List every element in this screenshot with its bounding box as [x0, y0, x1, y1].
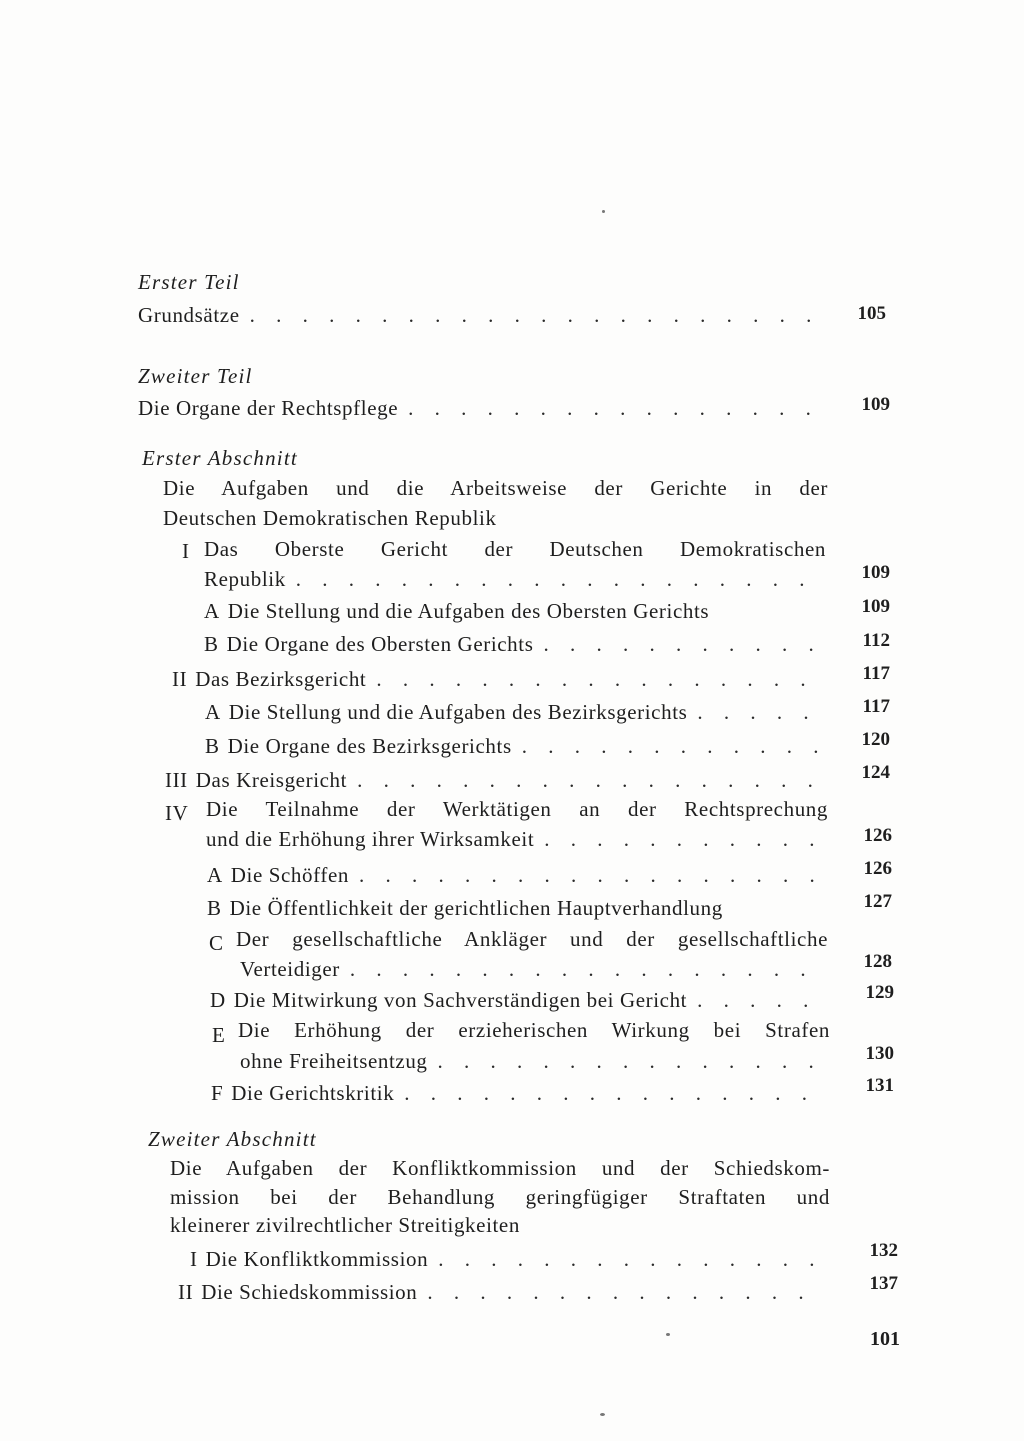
entry-label: Die Gerichtskritik — [231, 1081, 395, 1105]
leader-dots — [376, 667, 822, 692]
toc-entry — [190, 1247, 830, 1272]
entry-label: Die Teilnahme der Werktätigen an der Rechtsprechung — [206, 797, 828, 821]
toc-entry — [240, 957, 828, 982]
leader-dots — [438, 1247, 824, 1272]
entry-label: Grundsätze — [138, 303, 240, 327]
leader-dots — [697, 988, 822, 1013]
toc-entry — [172, 667, 828, 692]
leader-dots — [522, 734, 822, 759]
entry-label: Republik — [204, 567, 286, 591]
entry-label: Der gesellschaftliche Ankläger und der gesellschaftliche — [236, 927, 828, 951]
entry-label: Die Schiedskommission — [201, 1280, 418, 1304]
page-ref: 129 — [865, 982, 894, 1003]
entry-label: Die Erhöhung der erzieherischen Wirkung bei Strafen — [238, 1018, 830, 1042]
leader-dots — [357, 768, 822, 793]
roman-numeral: IV — [165, 801, 189, 825]
page-ref: 126 — [863, 825, 892, 846]
scan-speck — [666, 1333, 670, 1336]
leader-dots — [250, 303, 822, 328]
subsection-letter: B — [205, 734, 220, 758]
toc-entry — [178, 1280, 830, 1305]
entry-label: Die Organe der Rechtspflege — [138, 396, 399, 420]
page-ref: 112 — [862, 630, 890, 651]
entry-label: Die Konfliktkommission — [205, 1247, 429, 1271]
page-ref: 105 — [857, 303, 886, 324]
leader-dots — [438, 1049, 824, 1074]
toc-entry — [206, 827, 828, 852]
toc-entry — [205, 700, 828, 725]
page-ref: 109 — [861, 596, 890, 617]
entry-label: Die Organe des Obersten Gerichts — [226, 632, 534, 656]
leader-dots — [404, 1081, 824, 1106]
scan-speck — [600, 1413, 605, 1416]
page-ref: 127 — [863, 891, 892, 912]
entry-label: Die Organe des Bezirksgerichts — [227, 734, 512, 758]
entry-label: Die Stellung und die Aufgaben des Obersten Gerichts — [227, 599, 710, 623]
section-heading: Erster Abschnitt — [142, 446, 298, 470]
toc-entry — [204, 599, 828, 624]
leader-dots — [350, 957, 822, 982]
subsection-letter: C — [209, 931, 224, 955]
page-ref: 132 — [869, 1240, 898, 1261]
subsection-letter: F — [211, 1081, 224, 1105]
subsection-letter: B — [207, 896, 222, 920]
section-title-line: mission bei der Behandlung geringfügiger Straftaten und — [170, 1185, 830, 1209]
roman-numeral: II — [178, 1280, 194, 1304]
toc-entry — [204, 567, 828, 592]
page-ref: 109 — [861, 562, 890, 583]
entry-label: ohne Freiheitsentzug — [240, 1049, 428, 1073]
entry-label: Verteidiger — [240, 957, 340, 981]
page-ref: 126 — [863, 858, 892, 879]
subsection-letter: D — [210, 988, 226, 1012]
page-ref: 109 — [861, 394, 890, 415]
entry-label: Das Bezirksgericht — [195, 667, 367, 691]
page-ref: 137 — [869, 1273, 898, 1294]
page-ref: 130 — [865, 1043, 894, 1064]
leader-dots — [544, 827, 822, 852]
leader-dots — [697, 700, 822, 725]
part-heading: Erster Teil — [138, 270, 240, 294]
page-ref: 131 — [865, 1075, 894, 1096]
entry-label: Das Kreisgericht — [195, 768, 348, 792]
section-title-line: Deutschen Demokratischen Republik — [163, 506, 497, 530]
page-ref: 124 — [861, 762, 890, 783]
page-ref: 120 — [861, 729, 890, 750]
section-heading: Zweiter Abschnitt — [148, 1127, 317, 1151]
page-ref: 117 — [862, 663, 890, 684]
toc-entry — [207, 863, 828, 888]
leader-dots — [408, 396, 822, 421]
toc-entry — [138, 303, 828, 328]
toc-entry — [210, 988, 828, 1013]
page-ref: 117 — [862, 696, 890, 717]
toc-entry — [204, 632, 828, 657]
leader-dots — [544, 632, 823, 657]
subsection-letter: A — [207, 863, 223, 887]
toc-entry — [211, 1081, 830, 1106]
roman-numeral: I — [190, 1247, 198, 1271]
scan-speck — [602, 210, 605, 213]
toc-entry — [205, 734, 828, 759]
page-number: 101 — [870, 1328, 900, 1350]
entry-label: Die Öffentlichkeit der gerichtlichen Hauptverhandlung — [229, 896, 723, 920]
roman-numeral: II — [172, 667, 188, 691]
entry-label: und die Erhöhung ihrer Wirksamkeit — [206, 827, 535, 851]
toc-entry — [207, 896, 832, 921]
subsection-letter: E — [212, 1023, 226, 1047]
subsection-letter: A — [204, 599, 220, 623]
leader-dots — [427, 1280, 824, 1305]
part-heading: Zweiter Teil — [138, 364, 253, 388]
leader-dots — [296, 567, 822, 592]
subsection-letter: B — [204, 632, 219, 656]
toc-entry — [165, 768, 828, 793]
entry-label: Das Oberste Gericht der Deutschen Demokratischen — [204, 537, 826, 561]
section-title-line: Die Aufgaben der Konfliktkommission und der Schiedskom- — [170, 1156, 830, 1180]
toc-entry — [138, 396, 828, 421]
entry-label: Die Schöffen — [230, 863, 349, 887]
entry-label: Die Stellung und die Aufgaben des Bezirksgerichts — [228, 700, 688, 724]
toc-entry — [240, 1049, 830, 1074]
leader-dots — [359, 863, 822, 888]
section-title-line: kleinerer zivilrechtlicher Streitigkeiten — [170, 1213, 520, 1237]
page-ref: 128 — [863, 951, 892, 972]
subsection-letter: A — [205, 700, 221, 724]
roman-numeral: I — [182, 539, 190, 563]
section-title-line: Die Aufgaben und die Arbeitsweise der Gerichte in der — [163, 476, 828, 500]
roman-numeral: III — [165, 768, 188, 792]
entry-label: Die Mitwirkung von Sachverständigen bei Gericht — [233, 988, 688, 1012]
